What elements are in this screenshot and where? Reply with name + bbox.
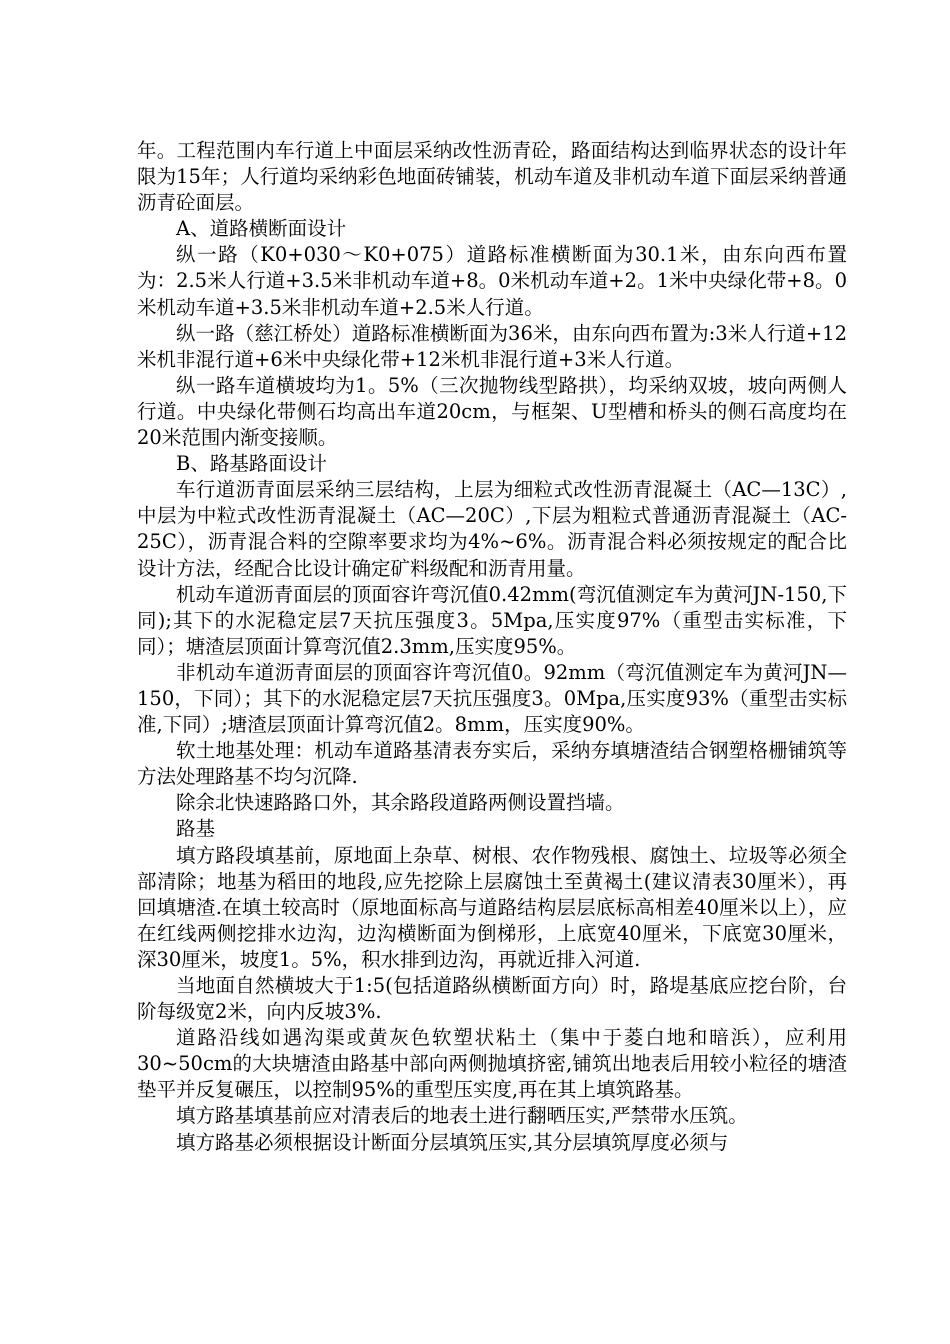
paragraph-surface-drying: 填方路基填基前应对清表后的地表土进行翻晒压实,严禁带水压筑。 [176, 1104, 748, 1128]
paragraph-retaining-wall: 除余北快速路路口外，其余路段道路两侧设置挡墙。 [176, 791, 625, 815]
document-page [137, 138, 847, 1156]
section-heading-cross-section: A、道路横断面设计 [176, 217, 347, 241]
paragraph-cross-slope: 纵一路车道横坡均为1。5%（三次抛物线型路拱），均采纳双坡，坡向两侧人行道。中央绿化带侧石均高出车道20cm，与框架、U型槽和桥头的侧石高度均在20米范围内渐变接顺。 [137, 373, 847, 450]
paragraph-standard-cross-section: 纵一路（K0+030～K0+075）道路标准横断面为30.1米，由东向西布置为：2.5米人行道+3.5米非机动车道+8。0米机动车道+2。1米中央绿化带+8。0米机动车道+3.5米非机动车道+2.5米人行道。 [137, 243, 847, 319]
paragraph-soft-soil: 软土地基处理：机动车道路基清表夯实后，采纳夯填塘渣结合钢塑格栅铺筑等方法处理路基不均匀沉降. [137, 739, 847, 789]
section-heading-subgrade: 路基 [176, 817, 216, 841]
paragraph-continuation: 年。工程范围内车行道上中面层采纳改性沥青砼，路面结构达到临界状态的设计年限为15年；人行道均采纳彩色地面砖铺装，机动车道及非机动车道下面层采纳普通沥青砼面层。 [137, 139, 847, 215]
paragraph-steps: 当地面自然横坡大于1:5(包括道路纵横断面方向）时，路堤基底应挖台阶，台阶每级宽2米，向内反坡3%. [137, 974, 847, 1024]
paragraph-layered-fill: 填方路基必须根据设计断面分层填筑压实,其分层填筑厚度必须与 [176, 1130, 729, 1154]
paragraph-ditch-treatment: 道路沿线如遇沟渠或黄灰色软塑状粘土（集中于菱白地和暗浜），应利用30~50cm的大块塘渣由路基中部向两侧抛填挤密,铺筑出地表后用较小粒径的塘渣垫平并反复碾压，以控制95%的重型压实度,再在其上填筑路基。 [137, 1026, 847, 1102]
paragraph-asphalt-layers: 车行道沥青面层采纳三层结构，上层为细粒式改性沥青混凝土（AC—13C）,中层为中粒式改性沥青混凝土（AC—20C）,下层为粗粒式普通沥青混凝土（AC-25C），沥青混合料的空隙率要求均为4%~6%。沥青混合料必须按规定的配合比设计方法，经配合比设计确定矿料级配和沥青用量。 [137, 478, 847, 580]
paragraph-fill-preparation: 填方路段填基前，原地面上杂草、树根、农作物残根、腐蚀土、垃圾等必须全部清除；地基为稻田的地段,应先挖除上层腐蚀土至黄褐土(建议清表30厘米），再回填塘渣.在填土较高时（原地面标高与道路结构层层底标高相差40厘米以上），应在红线两侧挖排水边沟，边沟横断面为倒梯形，上底宽40厘米，下底宽30厘米，深30厘米，坡度1。5%，积水排到边沟，再就近排入河道. [137, 843, 847, 971]
paragraph-non-motor-lane-deflection: 非机动车道沥青面层的顶面容许弯沉值0。92mm（弯沉值测定车为黄河JN—150，下同）；其下的水泥稳定层7天抗压强度3。0Mpa,压实度93%（重型击实标准,下同）;塘渣层顶面计算弯沉值2。8mm，压实度90%。 [137, 660, 847, 737]
section-heading-pavement: B、路基路面设计 [176, 452, 327, 476]
paragraph-motor-lane-deflection: 机动车道沥青面层的顶面容许弯沉值0.42mm(弯沉值测定车为黄河JN-150,下同);其下的水泥稳定层7天抗压强度3。5Mpa,压实度97%（重型击实标准，下同）；塘渣层顶面计算弯沉值2.3mm,压实度95%。 [137, 582, 847, 658]
paragraph-bridge-cross-section: 纵一路（慈江桥处）道路标准横断面为36米，由东向西布置为:3米人行道+12米机非混行道+6米中央绿化带+12米机非混行道+3米人行道。 [137, 321, 847, 371]
